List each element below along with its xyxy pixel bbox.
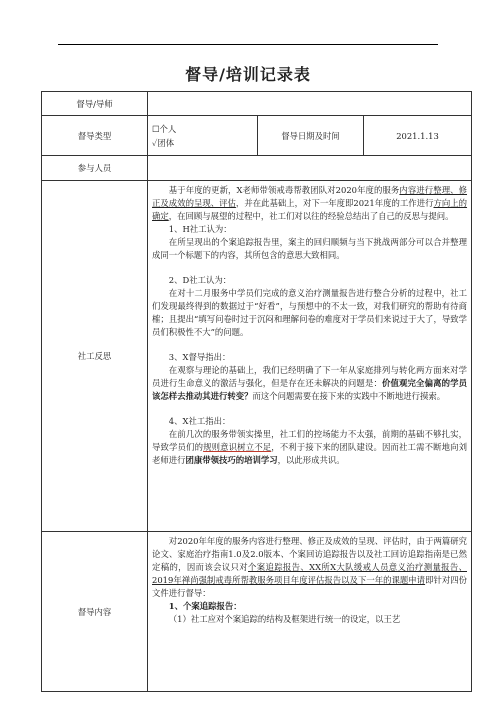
content-row [42, 532, 472, 692]
supervision-content [148, 532, 472, 692]
supervisor-row [42, 92, 472, 116]
participants-label: 参与人员 [42, 156, 148, 181]
feedback-text-1: 在所呈现出的个案追踪报告里，案主的回归顺频与当下挑战两部分可以合并整理成同一个标题下的内容，其所包含的意思大致相同。 [152, 237, 468, 260]
date-label: 督导日期及时间 [258, 116, 364, 156]
feedback-intro: 基于年度的更新，X老师带领戒毒帮教团队对2020年度的服务内容进行整理、修正及成效的呈现、评估，并在此基础上，对下一年度即2021年度的工作进行方向上的确定，在回顾与展望的过程中，社工们对以往的经验总结出了自己的反思与提问。 [152, 185, 468, 221]
feedback-heading-3: 3、X督导指出： [168, 352, 231, 362]
feedback-text-3: 在观察与理论的基础上，我们已经明确了下一年从家庭排列与转化两方面来对学员进行生命意义的激活与强化，但是存在还未解决的问题是：价值观完全偏离的学员该怎样去推动其进行转变？而这个问题需要在接下来的实践中不断地进行摸索。 [152, 365, 468, 401]
content-section-1-text: （1）社工应对个案追踪的结构及框架进行统一的设定，以王艺 [168, 614, 401, 624]
feedback-text-2: 在对十二月服务中学员们完成的意义治疗测量报告进行整合分析的过程中，社工们发现最终得到的数据过于“好看”，与预想中的不太一致，对我们研究的帮助有待商榷；且提出“填写问卷时过于沉闷和理解问卷的难度对于学员们来说过于大了，导致学员们积极性不大”的问题。 [152, 288, 468, 337]
feedback-row [42, 181, 472, 532]
content-section-1-heading: 1、个案追踪报告： [168, 601, 242, 611]
top-rule [58, 44, 438, 45]
feedback-text-4: 在前几次的服务带领实操里，社工们的控场能力不太强，前期的基础不够扎实，导致学员们的规则意识树立不足，不利于接下来的团队建设。因而社工需不断地向刘老师进行团康带领技巧的培训学习，以此形成共识。 [152, 429, 468, 465]
record-table [41, 91, 472, 692]
feedback-heading-4: 4、X社工指出： [168, 416, 231, 426]
type-options [148, 116, 258, 156]
content-intro: 对2020年年度的服务内容进行整理、修正及成效的呈现、评估时，由于两篇研究论文、家庭治疗指南1.0及2.0版本、个案回访追踪报告以及社工回访追踪指南是已然定稿的，因而该会议只对个案追踪报告、XX所X大队缓戒人员意义治疗测量报告、2019年禅尚强制戒毒所帮教服务项目年度评估报告以及下一年的课题申请即针对四份文件进行督导： [152, 536, 468, 598]
type-label: 督导类型 [42, 116, 148, 156]
supervisor-value[interactable] [148, 92, 472, 116]
feedback-heading-1: 1、H社工认为： [168, 224, 232, 234]
feedback-heading-2: 2、D社工认为： [168, 275, 232, 285]
feedback-label: 社工反思 [42, 181, 148, 532]
document-title: 督导/培训记录表 [185, 65, 311, 84]
supervisor-label: 督导/导师 [42, 92, 148, 116]
participants-row [42, 156, 472, 181]
feedback-content [148, 181, 472, 532]
type-option-group[interactable]: ✓团体 [152, 137, 175, 148]
content-label: 督导内容 [42, 532, 148, 692]
type-option-individual[interactable]: ☐个人 [152, 123, 177, 134]
type-row [42, 116, 472, 156]
date-value: 2021.1.13 [364, 116, 472, 156]
participants-value[interactable] [148, 156, 472, 181]
